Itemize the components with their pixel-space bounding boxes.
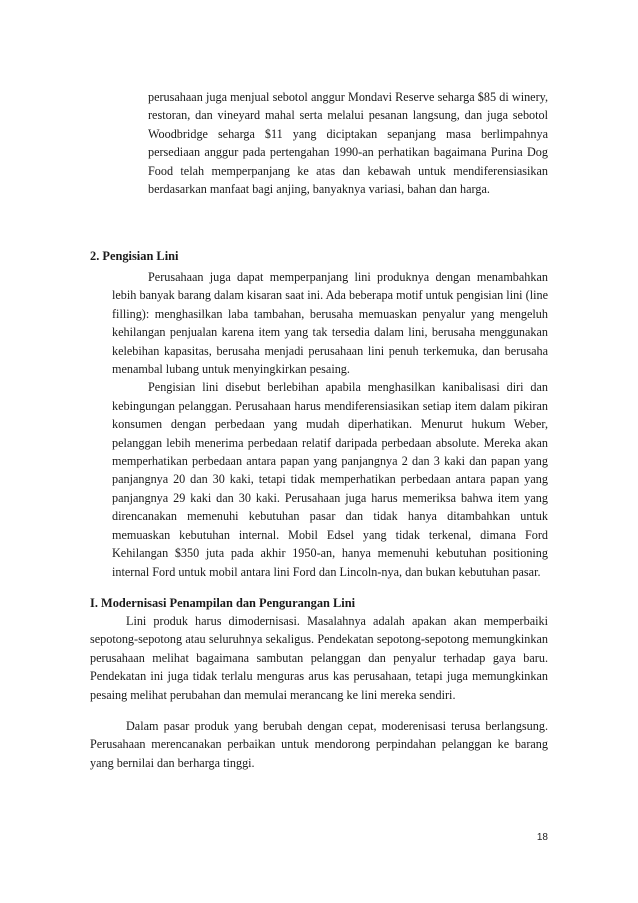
section-2-heading: 2. Pengisian Lini [90, 249, 179, 263]
section-2-body [112, 268, 548, 581]
page-number: 18 [536, 832, 548, 843]
continuation-text: perusahaan juga menjual sebotol anggur Mondavi Reserve seharga $85 di winery, restoran, dan vineyard mahal serta melalui pesanan langsung, dan juga sebotol Woodbridge seharga $11 yang diciptakan sepanjang masa berlimpahnya persediaan anggur pada pertengahan 1990-an perhatikan bagaimana Purina Dog Food telah memperpanjang ke atas dan kebawah untuk mendiferensiasikan berdasarkan manfaat bagi anjing, banyaknya variasi, bahan dan harga. [148, 90, 548, 197]
continuation-paragraph [148, 88, 548, 198]
section-i-paragraph-2: Dalam pasar produk yang berubah dengan cepat, moderenisasi terusa berlangsung. Perusahaan merencanakan perbaikan untuk mendorong perpindahan pelanggan ke barang yang bernilai dan berharga tinggi. [90, 719, 548, 770]
section-i-heading: I. Modernisasi Penampilan dan Pengurangan Lini [90, 596, 356, 610]
section-i-paragraph-1: Lini produk harus dimodernisasi. Masalahnya adalah apakan akan memperbaiki sepotong-sepotong atau seluruhnya sekaligus. Pendekatan sepotong-sepotong memungkinkan perusahaan melihat bagaimana sambutan pelanggan dan penyalur terhadap gaya baru. Pendekatan ini juga tidak terlalu menguras arus kas perusahaan, tetapi juga memungkinkan pesaing melihat perubahan dan memulai merancang ke lini mereka sendiri. [90, 614, 548, 702]
section-2-paragraph-1: Perusahaan juga dapat memperpanjang lini produknya dengan menambahkan lebih banyak barang dalam kisaran saat ini. Ada beberapa motif untuk pengisian lini (line filling): menghasilkan laba tambahan, berusaha memuaskan penyalur yang mengeluh kehilangan penjualan karena item yang tak tersedia dalam lini, berusaha menggunakan kelebihan kapasitas, berusaha menjadi perusahaan lini penuh terkemuka, dan berusaha menambal lubang untuk menyingkirkan pesaing. [112, 270, 548, 377]
section-i-body [90, 612, 548, 772]
section-2-paragraph-2: Pengisian lini disebut berlebihan apabila menghasilkan kanibalisasi diri dan kebingungan pelanggan. Perusahaan harus mendiferensiasikan setiap item dalam pikiran konsumen dengan perbedaan yang mudah diperhatikan. Menurut hukum Weber, pelanggan lebih menerima perbedaan relatif daripada perbedaan absolute. Mereka akan memperhatikan perbedaan antara papan yang panjangnya 2 dan 3 kaki dan papan yang panjangnya 20 dan 30 kaki, tetapi tidak memperhatikan perbedaan antara papan yang panjangnya 29 kaki dan 30 kaki. Perusahaan juga harus memeriksa bahwa item yang direncanakan memenuhi kebutuhan pasar dan tidak hanya ditambahkan untuk memuaskan kebutuhan internal. Mobil Edsel yang tidak terkenal, dimana Ford Kehilangan $350 juta pada akhir 1950-an, hanya memenuhi kebutuhan positioning internal Ford untuk mobil antara lini Ford dan Lincoln-nya, dan bukan kebutuhan pasar. [112, 380, 548, 579]
